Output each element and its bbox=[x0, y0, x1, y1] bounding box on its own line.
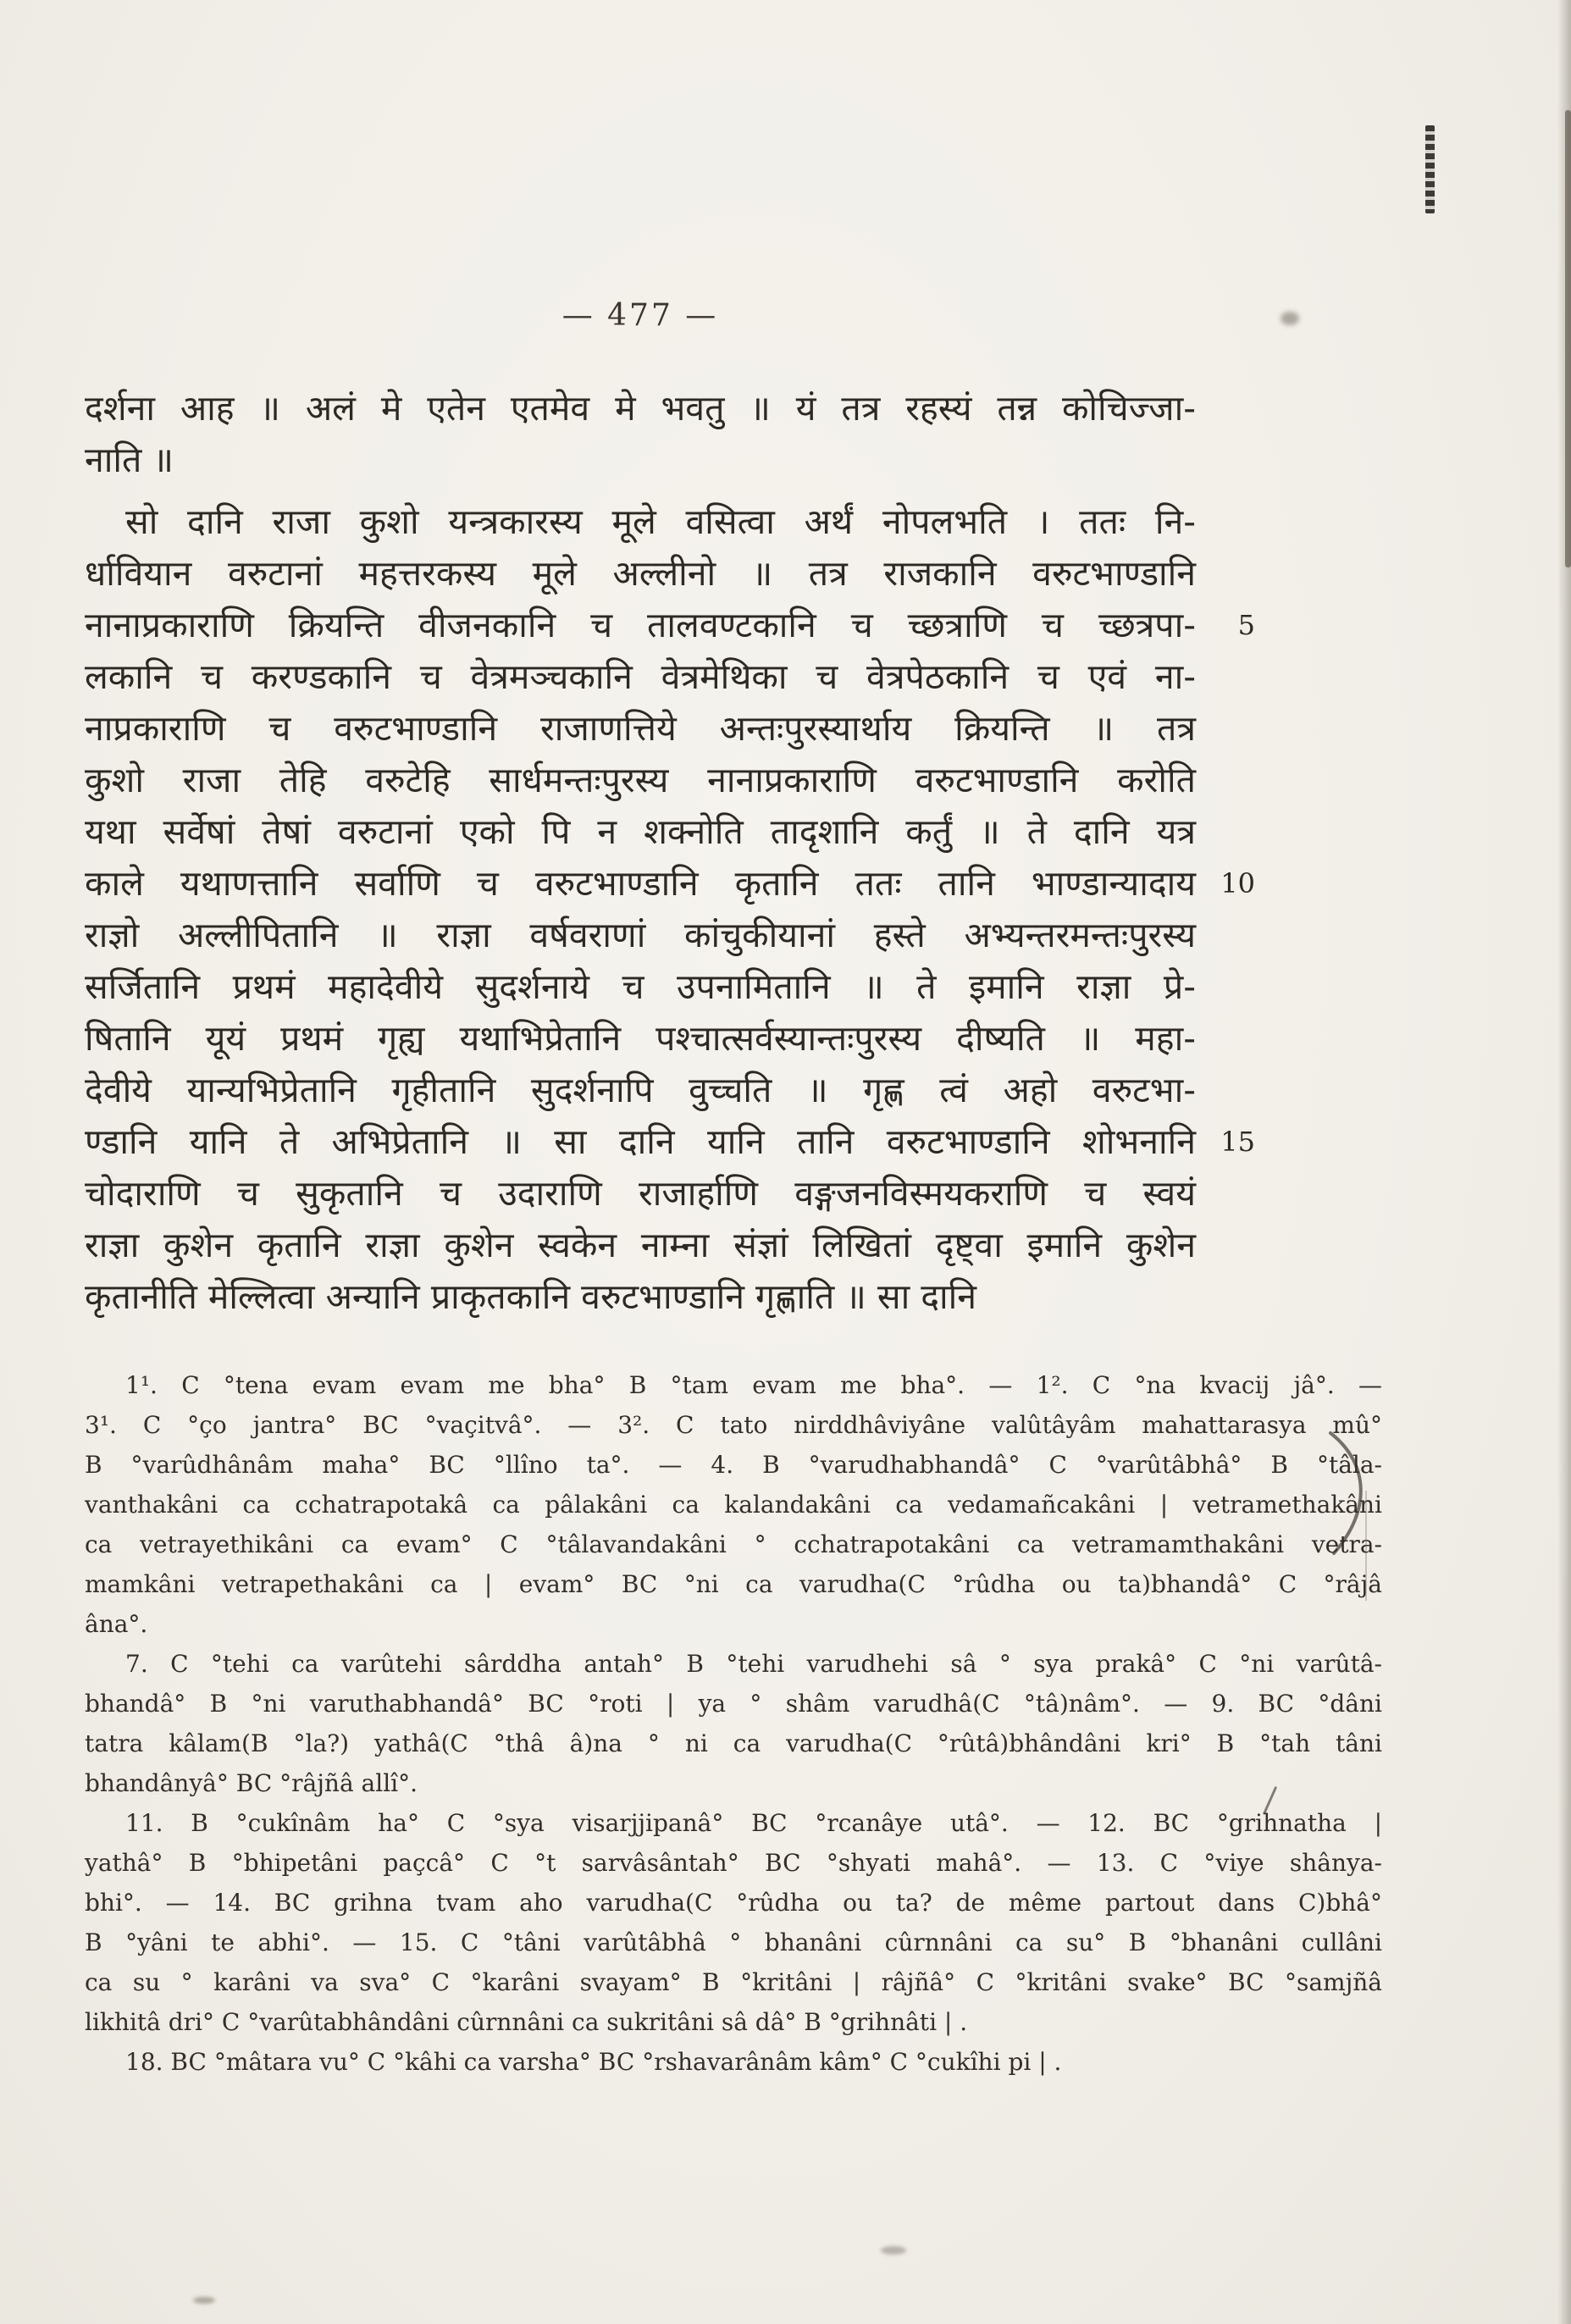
scan-crease-line bbox=[1365, 1491, 1367, 1601]
text-line-content: लकानि च करण्डकानि च वेत्रमञ्चकानि वेत्रमेथिका च वेत्रपेठकानि च एवं ना- bbox=[85, 656, 1196, 697]
scan-binding-mark bbox=[1425, 125, 1435, 213]
text-line-content: likhitâ dri° C °varûtabhândâni cûrnnâni ca sukritâni sâ dâ° B °grihnâti | . bbox=[85, 2008, 968, 2036]
text-line bbox=[85, 383, 1196, 434]
text-line-content: राज्ञा कुशेन कृतानि राज्ञा कुशेन स्वकेन नाम्ना संज्ञां लिखितां दृष्ट्वा इमानि कुशेन bbox=[85, 1225, 1196, 1265]
text-line bbox=[85, 548, 1196, 600]
text-line-content: bhandânyâ° BC °râjñâ allî°. bbox=[85, 1769, 418, 1797]
text-line bbox=[85, 1485, 1382, 1524]
text-line-content: ca su ° karâni va sva° C °karâni svayam° B °kritâni | râjñâ° C °kritâni svake° BC °samjñâ bbox=[85, 1968, 1382, 1996]
footnote-block-1 bbox=[85, 1365, 1382, 1644]
text-line-content: vanthakâni ca cchatrapotakâ ca pâlakâni ca kalandakâni ca vedamañcakâni | vetramethakâni bbox=[85, 1491, 1382, 1519]
text-line-content: र्धावियान वरुटानां महत्तरकस्य मूले अल्लीनो ॥ तत्र राजकानि वरुटभाण्डानि bbox=[85, 553, 1196, 594]
text-line-content: 1¹. C °tena evam evam me bha° B °tam evam me bha°. — 1². C °na kvacij jâ°. — bbox=[125, 1371, 1382, 1399]
text-line-content: B °varûdhânâm maha° BC °llîno ta°. — 4. B °varudhabhandâ° C °varûtâbhâ° B °tâla- bbox=[85, 1451, 1382, 1479]
text-line bbox=[85, 1883, 1382, 1923]
text-line-content: सो दानि राजा कुशो यन्त्रकारस्य मूले वसित्वा अर्थं नोपलभति । ततः नि- bbox=[125, 501, 1196, 542]
text-line bbox=[85, 600, 1255, 651]
paragraph-continuation bbox=[85, 383, 1196, 486]
text-line bbox=[85, 910, 1196, 961]
scan-smudge bbox=[881, 2246, 906, 2255]
scan-smudge bbox=[1281, 312, 1299, 325]
text-line bbox=[85, 1763, 1382, 1803]
text-line-content: कुशो राजा तेहि वरुटेहि सार्धमन्तःपुरस्य नानाप्रकाराणि वरुटभाण्डानि करोति bbox=[85, 760, 1196, 800]
footnote-block-3 bbox=[85, 1803, 1382, 2042]
text-line-content: षितानि यूयं प्रथमं गृह्य यथाभिप्रेतानि पश्चात्सर्वस्यान्तःपुरस्य दीष्यति ॥ महा- bbox=[85, 1018, 1196, 1059]
text-line bbox=[85, 1724, 1382, 1763]
text-line-content: bhi°. — 14. BC grihna tvam aho varudha(C °rûdha ou ta? de même partout dans C)bhâ° bbox=[85, 1889, 1382, 1917]
text-line bbox=[85, 1644, 1382, 1684]
text-line bbox=[85, 1405, 1382, 1445]
text-line-content: चोदाराणि च सुकृतानि च उदाराणि राजार्हाणि वङ्गजनविस्मयकराणि च स्वयं bbox=[85, 1173, 1196, 1214]
text-line-content: B °yâni te abhi°. — 15. C °tâni varûtâbhâ ° bhanâni cûrnnâni ca su° B °bhanâni cullâni bbox=[85, 1928, 1382, 1956]
text-line bbox=[85, 1564, 1382, 1604]
text-line-content: mamkâni vetrapethakâni ca | evam° BC °ni ca varudha(C °rûdha ou ta)bhandâ° C °râjâ bbox=[85, 1570, 1382, 1598]
text-line-content: काले यथाणत्तानि सर्वाणि च वरुटभाण्डानि कृतानि ततः तानि भाण्डान्यादाय bbox=[85, 863, 1196, 904]
text-line-content: राज्ञो अल्लीपितानि ॥ राज्ञा वर्षवराणां कांचुकीयानां हस्ते अभ्यन्तरमन्तःपुरस्य bbox=[85, 915, 1196, 955]
text-line-content: tatra kâlam(B °la?) yathâ(C °thâ â)na ° ni ca varudha(C °rûtâ)bhândâni kri° B °tah tâni bbox=[85, 1729, 1382, 1757]
text-line bbox=[85, 2002, 1382, 2042]
text-line-content: सर्जितानि प्रथमं महादेवीये सुदर्शनाये च उपनामितानि ॥ ते इमानि राज्ञा प्रे- bbox=[85, 966, 1196, 1007]
main-text-block bbox=[85, 383, 1255, 1323]
text-line-content: दर्शना आह ॥ अलं मे एतेन एतमेव मे भवतु ॥ यं तत्र रहस्यं तन्न कोचिज्जा- bbox=[85, 388, 1196, 429]
text-line bbox=[85, 703, 1196, 755]
scan-smudge bbox=[193, 2297, 215, 2304]
text-line bbox=[85, 2042, 1382, 2082]
text-line bbox=[85, 755, 1196, 806]
paragraph-kusha-story bbox=[85, 496, 1255, 1323]
text-line-content: ca vetrayethikâni ca evam° C °tâlavandakâni ° cchatrapotakâni ca vetramamthakâni vetra- bbox=[85, 1530, 1382, 1558]
text-line bbox=[85, 858, 1255, 910]
text-line bbox=[85, 1013, 1196, 1065]
text-line-content: देवीये यान्यभिप्रेतानि गृहीतानि सुदर्शनापि वुच्चति ॥ गृह्ण त्वं अहो वरुटभा- bbox=[85, 1070, 1196, 1110]
text-line-content: yathâ° B °bhipetâni paçcâ° C °t sarvâsântah° BC °shyati mahâ°. — 13. C °viye shânya- bbox=[85, 1849, 1382, 1877]
text-line-content: 18. BC °mâtara vu° C °kâhi ca varsha° BC °rshavarânâm kâm° C °cukîhi pi | . bbox=[125, 2048, 1062, 2076]
scan-edge-dark-band bbox=[1565, 110, 1571, 567]
text-line bbox=[85, 1843, 1382, 1883]
text-line bbox=[85, 1684, 1382, 1724]
scan-curved-mark bbox=[1325, 1430, 1376, 1557]
text-line-content: 7. C °tehi ca varûtehi sârddha antah° B °tehi varudhehi sâ ° sya prakâ° C °ni varûtâ- bbox=[125, 1650, 1382, 1678]
text-line-content: ण्डानि यानि ते अभिप्रेतानि ॥ सा दानि यानि तानि वरुटभाण्डानि शोभनानि bbox=[85, 1121, 1196, 1162]
text-line bbox=[85, 1803, 1382, 1843]
footnote-block-4 bbox=[85, 2042, 1382, 2082]
text-line bbox=[85, 1923, 1382, 1962]
page-number: — 477 — bbox=[561, 298, 719, 333]
text-line bbox=[85, 806, 1196, 858]
text-line bbox=[85, 1962, 1382, 2002]
text-line bbox=[85, 1604, 1382, 1644]
text-line-content: 11. B °cukînâm ha° C °sya visarjjipanâ° BC °rcanâye utâ°. — 12. BC °grihnatha | bbox=[125, 1809, 1382, 1837]
text-line bbox=[85, 1271, 1196, 1323]
text-line bbox=[85, 434, 1196, 486]
text-line-content: 3¹. C °ço jantra° BC °vaçitvâ°. — 3². C tato nirddhâviyâne valûtâyâm mahattarasya mû° bbox=[85, 1411, 1382, 1439]
margin-line-number: 5 bbox=[1237, 609, 1255, 641]
text-line bbox=[85, 1524, 1382, 1564]
critical-apparatus bbox=[85, 1365, 1382, 2082]
text-line bbox=[85, 1116, 1255, 1168]
text-line bbox=[85, 1365, 1382, 1405]
margin-line-number: 10 bbox=[1220, 867, 1255, 899]
text-line bbox=[85, 1168, 1196, 1220]
text-line-content: कृतानीति मेल्लित्वा अन्यानि प्राकृतकानि वरुटभाण्डानि गृह्णाति ॥ सा दानि bbox=[85, 1276, 976, 1317]
text-line bbox=[85, 1445, 1382, 1485]
text-line-content: यथा सर्वेषां तेषां वरुटानां एको पि न शक्नोति तादृशानि कर्तुं ॥ ते दानि यत्र bbox=[85, 811, 1196, 852]
margin-line-number: 15 bbox=[1220, 1126, 1255, 1158]
text-line-content: नाप्रकाराणि च वरुटभाण्डानि राजाणत्तिये अन्तःपुरस्यार्थाय क्रियन्ति ॥ तत्र bbox=[85, 708, 1196, 749]
text-line-content: âna°. bbox=[85, 1610, 148, 1638]
text-line bbox=[85, 1220, 1196, 1271]
text-line bbox=[85, 961, 1196, 1013]
text-line bbox=[85, 496, 1196, 548]
text-line-content: नानाप्रकाराणि क्रियन्ति वीजनकानि च तालवण्टकानि च च्छत्राणि च च्छत्रपा- bbox=[85, 605, 1196, 645]
footnote-block-2 bbox=[85, 1644, 1382, 1803]
text-line-content: bhandâ° B °ni varuthabhandâ° BC °roti | ya ° shâm varudhâ(C °tâ)nâm°. — 9. BC °dâni bbox=[85, 1690, 1382, 1718]
text-line bbox=[85, 651, 1196, 703]
text-line bbox=[85, 1065, 1196, 1116]
text-line-content: नाति ॥ bbox=[85, 440, 174, 480]
